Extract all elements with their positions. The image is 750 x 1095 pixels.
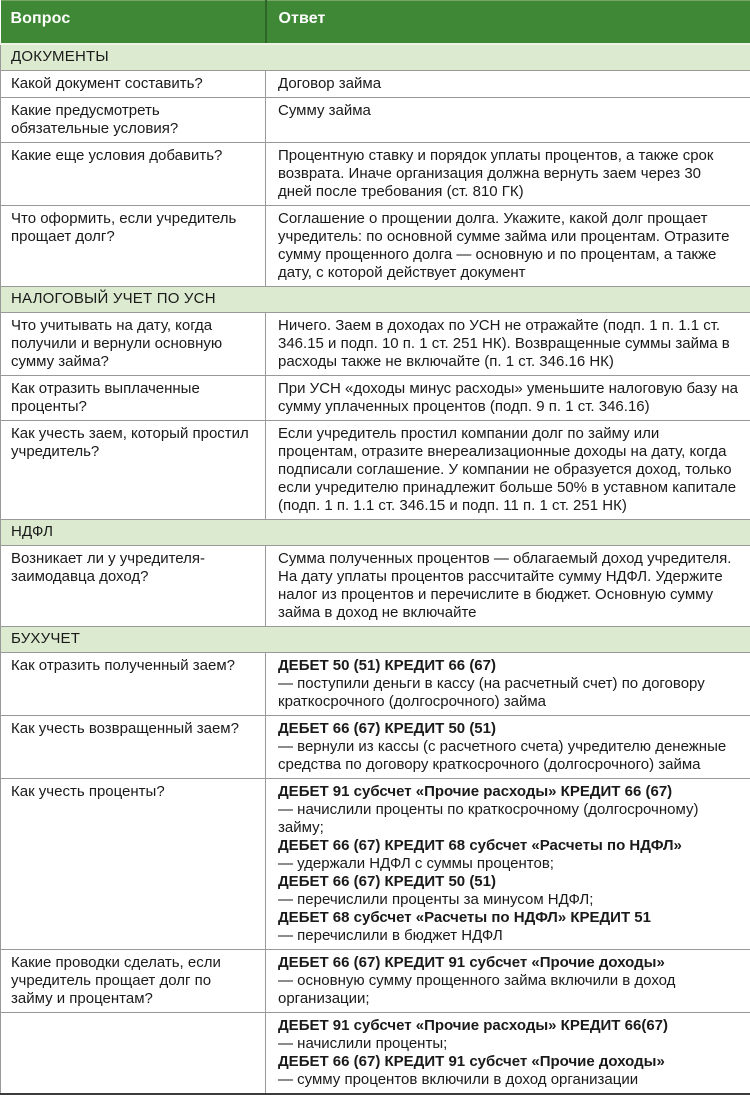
answer-posting-line: ДЕБЕТ 66 (67) КРЕДИТ 68 субсчет «Расчеты по НДФЛ» <box>278 837 738 855</box>
answer-cell <box>266 1013 750 1095</box>
table-row <box>1 376 750 421</box>
section-row <box>1 520 750 546</box>
answer-text-line: — вернули из кассы (с расчетного счета) учредителю денежные средства по договору краткосрочного (долгосрочного) займа <box>278 738 738 774</box>
question-cell: Возникает ли у учредителя-заимодавца доход? <box>1 546 266 627</box>
answer-text-line: Сумму займа <box>278 102 738 120</box>
question-cell: Какие еще условия добавить? <box>1 143 266 206</box>
answer-text-line: — удержали НДФЛ с суммы процентов; <box>278 855 738 873</box>
answer-posting-line: ДЕБЕТ 66 (67) КРЕДИТ 91 субсчет «Прочие доходы» <box>278 1053 738 1071</box>
answer-text-line: Ничего. Заем в доходах по УСН не отражайте (подп. 1 п. 1.1 ст. 346.15 и подп. 10 п. 1 ст. 251 НК). Возвращенные суммы займа в расходы также не включайте (п. 1 ст. 346.16 НК) <box>278 317 738 371</box>
answer-text-line: Договор займа <box>278 75 738 93</box>
section-row <box>1 287 750 313</box>
question-cell: Что учитывать на дату, когда получили и вернули основную сумму займа? <box>1 313 266 376</box>
question-cell: Как отразить выплаченные проценты? <box>1 376 266 421</box>
question-cell: Как отразить полученный заем? <box>1 653 266 716</box>
table-row <box>1 71 750 98</box>
answer-text-line: Сумма полученных процентов — облагаемый доход учредителя. На дату уплаты процентов рассчитайте сумму НДФЛ. Удержите налог из процентов и перечислите в бюджет. Основную сумму займа в доход не включайте <box>278 550 738 622</box>
answer-text-line: — основную сумму прощенного займа включили в доход организации; <box>278 972 738 1008</box>
question-cell: Что оформить, если учредитель прощает долг? <box>1 206 266 287</box>
table-row <box>1 950 750 1013</box>
answer-text-line: — поступили деньги в кассу (на расчетный счет) по договору краткосрочного (долгосрочного) займа <box>278 675 738 711</box>
section-title: БУХУЧЕТ <box>1 627 750 653</box>
section-title: НДФЛ <box>1 520 750 546</box>
table-row <box>1 143 750 206</box>
answer-cell <box>266 206 750 287</box>
table-row <box>1 653 750 716</box>
answer-posting-line: ДЕБЕТ 50 (51) КРЕДИТ 66 (67) <box>278 657 738 675</box>
section-title: НАЛОГОВЫЙ УЧЕТ ПО УСН <box>1 287 750 313</box>
table-row <box>1 313 750 376</box>
table-row <box>1 421 750 520</box>
answer-cell <box>266 421 750 520</box>
table-body <box>1 44 750 1094</box>
table-row <box>1 98 750 143</box>
table-row <box>1 546 750 627</box>
answer-cell <box>266 950 750 1013</box>
answer-text-line: — перечислили проценты за минусом НДФЛ; <box>278 891 738 909</box>
answer-text-line: Соглашение о прощении долга. Укажите, какой долг прощает учредитель: по основной сумме займа или процентам. Отразите сумму прощенного долга — основную и по процентам, а также дату, с которой действует документ <box>278 210 738 282</box>
section-row <box>1 44 750 71</box>
answer-text-line: Если учредитель простил компании долг по займу или процентам, отразите внереализационные доходы на дату, когда подписали соглашение. У компании не образуется доход, только если учредителю принадлежит больше 50% в уставном капитале (подп. 1 п. 1.1 ст. 346.15 и подп. 11 п. 1 ст. 251 НК) <box>278 425 738 515</box>
answer-text-line: — начислили проценты; <box>278 1035 738 1053</box>
answer-text-line: При УСН «доходы минус расходы» уменьшите налоговую базу на сумму уплаченных процентов (подп. 9 п. 1 ст. 346.16) <box>278 380 738 416</box>
answer-cell <box>266 71 750 98</box>
table-row <box>1 779 750 950</box>
answer-cell <box>266 546 750 627</box>
section-title: ДОКУМЕНТЫ <box>1 44 750 71</box>
answer-posting-line: ДЕБЕТ 68 субсчет «Расчеты по НДФЛ» КРЕДИТ 51 <box>278 909 738 927</box>
question-cell: Какой документ составить? <box>1 71 266 98</box>
table-row <box>1 1013 750 1095</box>
question-cell: Какие проводки сделать, если учредитель прощает долг по займу и процентам? <box>1 950 266 1013</box>
column-header-answer: Ответ <box>266 1 750 45</box>
column-header-question: Вопрос <box>1 1 266 45</box>
answer-cell <box>266 376 750 421</box>
answer-text-line: — перечислили в бюджет НДФЛ <box>278 927 738 945</box>
answer-cell <box>266 716 750 779</box>
question-cell: Как учесть возвращенный заем? <box>1 716 266 779</box>
answer-text-line: Процентную ставку и порядок уплаты процентов, а также срок возврата. Иначе организация должна вернуть заем через 30 дней после требования (ст. 810 ГК) <box>278 147 738 201</box>
answer-cell <box>266 779 750 950</box>
answer-posting-line: ДЕБЕТ 66 (67) КРЕДИТ 50 (51) <box>278 720 738 738</box>
question-cell: Как учесть проценты? <box>1 779 266 950</box>
answer-cell <box>266 653 750 716</box>
header-row <box>1 1 750 45</box>
answer-text-line: — начислили проценты по краткосрочному (долгосрочному) займу; <box>278 801 738 837</box>
answer-posting-line: ДЕБЕТ 66 (67) КРЕДИТ 91 субсчет «Прочие доходы» <box>278 954 738 972</box>
answer-cell <box>266 98 750 143</box>
answer-cell <box>266 313 750 376</box>
question-cell: Как учесть заем, который простил учредитель? <box>1 421 266 520</box>
question-cell <box>1 1013 266 1095</box>
question-cell: Какие предусмотреть обязательные условия? <box>1 98 266 143</box>
table-row <box>1 716 750 779</box>
answer-posting-line: ДЕБЕТ 66 (67) КРЕДИТ 50 (51) <box>278 873 738 891</box>
answer-posting-line: ДЕБЕТ 91 субсчет «Прочие расходы» КРЕДИТ 66(67) <box>278 1017 738 1035</box>
table-row <box>1 206 750 287</box>
answer-cell <box>266 143 750 206</box>
table-header <box>1 1 750 45</box>
answer-posting-line: ДЕБЕТ 91 субсчет «Прочие расходы» КРЕДИТ 66 (67) <box>278 783 738 801</box>
answer-text-line: — сумму процентов включили в доход организации <box>278 1071 738 1089</box>
section-row <box>1 627 750 653</box>
